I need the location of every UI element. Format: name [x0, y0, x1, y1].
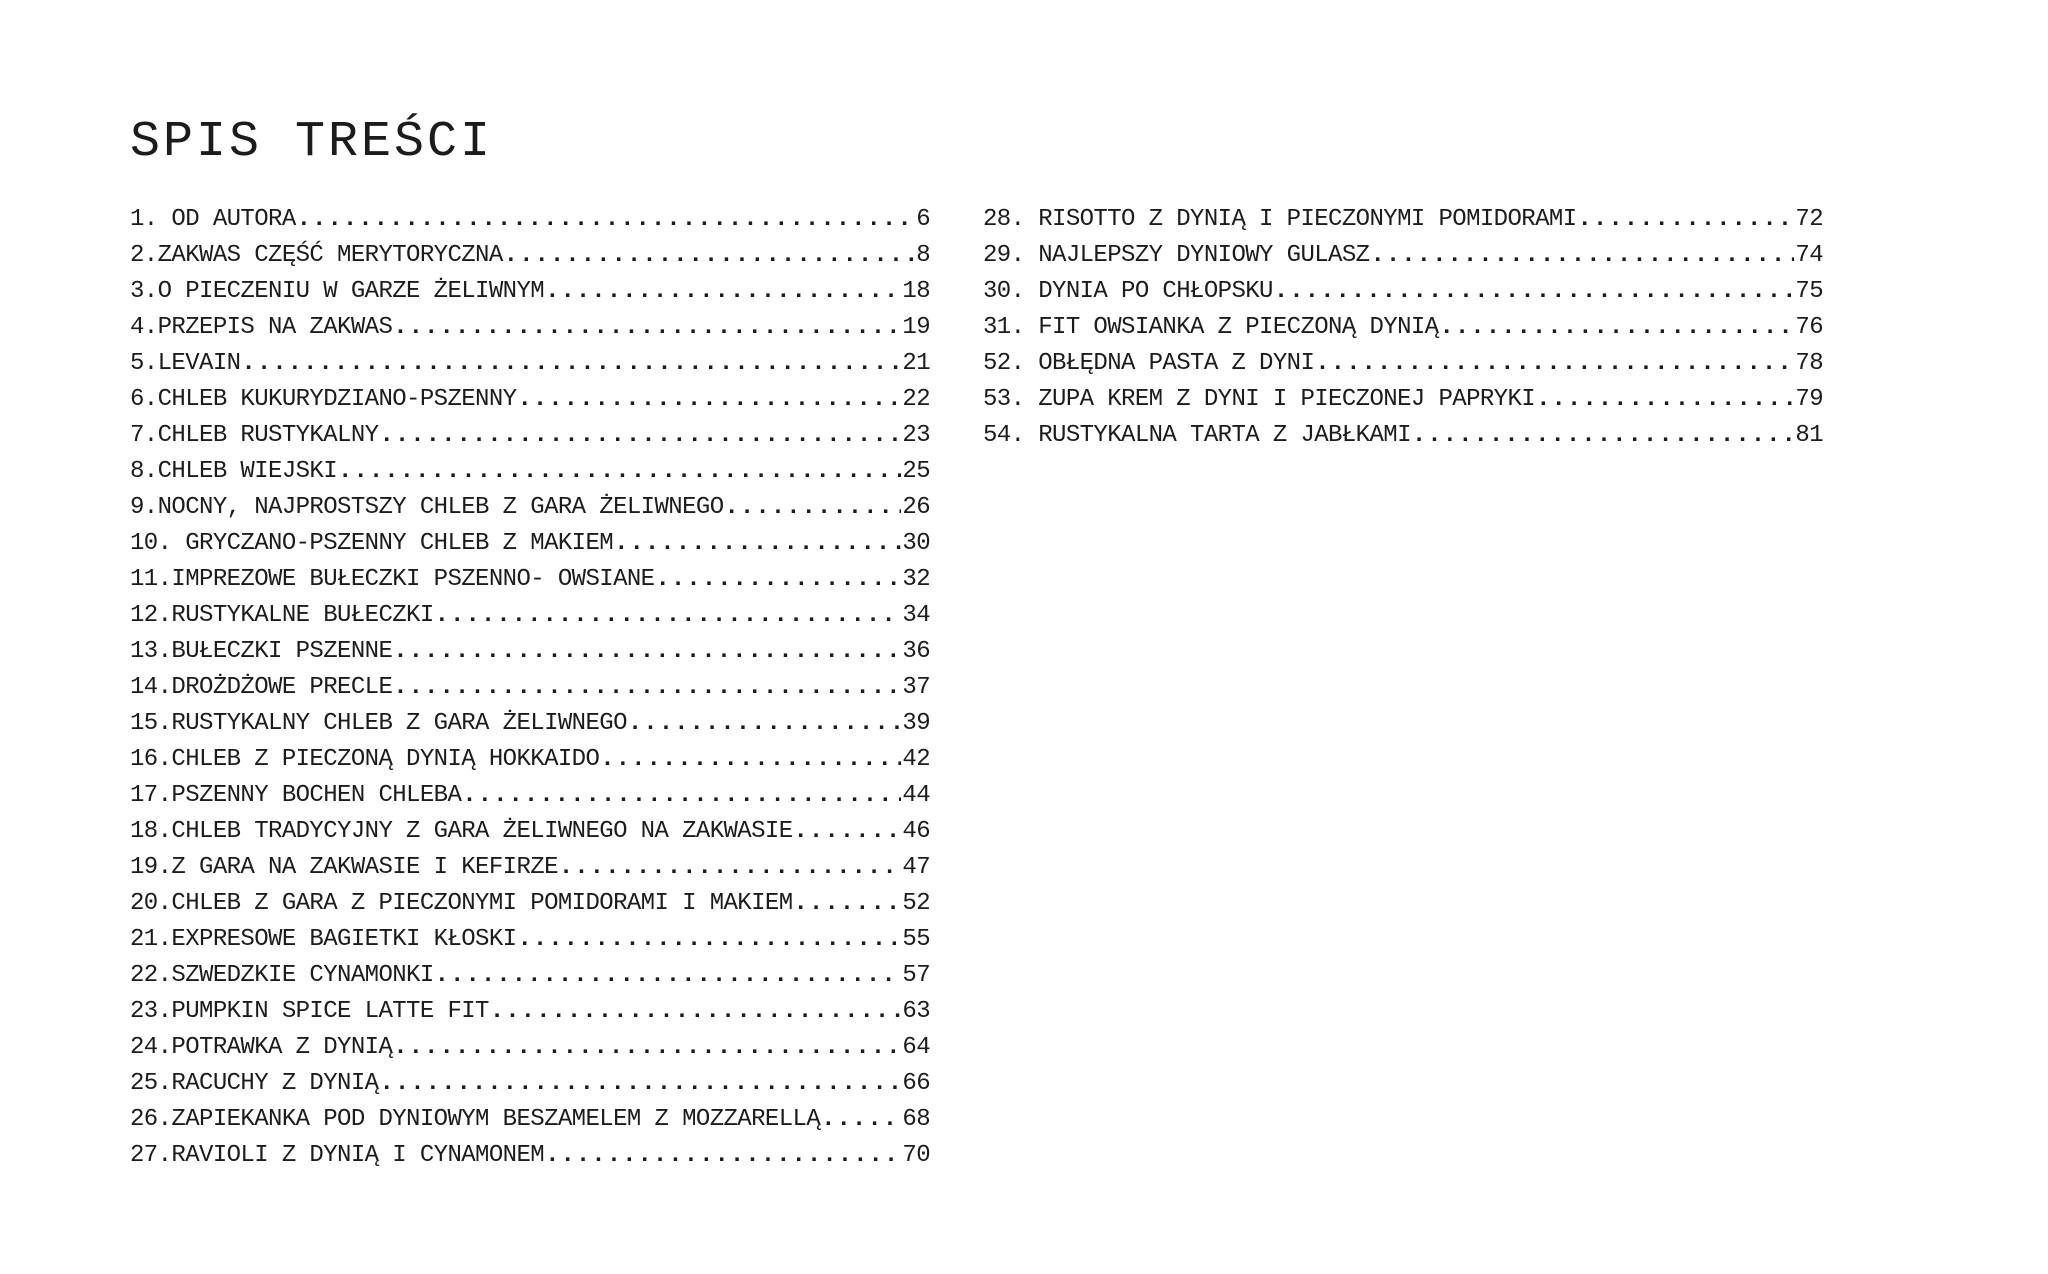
- toc-entry-page-number: 68: [902, 1106, 930, 1133]
- toc-entry: [130, 1138, 930, 1174]
- dot-leader: [393, 310, 901, 346]
- toc-entry-title: 9.NOCNY, NAJPROSTSZY CHLEB Z GARA ŻELIWNEGO: [130, 494, 724, 521]
- toc-entry-page-number: 74: [1795, 242, 1823, 269]
- toc-entry-page-number: 22: [902, 386, 930, 413]
- toc-entry-title: 7.CHLEB RUSTYKALNY: [130, 422, 379, 449]
- toc-entry: [130, 526, 930, 562]
- toc-entry: [130, 382, 930, 418]
- dot-leader: [490, 994, 902, 1030]
- dot-leader: [393, 1030, 901, 1066]
- dot-leader: [614, 526, 901, 562]
- toc-entry-page-number: 42: [902, 746, 930, 773]
- toc-entry: [130, 1102, 930, 1138]
- toc-entry: [130, 814, 930, 850]
- toc-entry-page-number: 64: [902, 1034, 930, 1061]
- toc-entry: [130, 994, 930, 1030]
- dot-leader: [656, 562, 902, 598]
- toc-entry-title: 4.PRZEPIS NA ZAKWAS: [130, 314, 393, 341]
- toc-entry-page-number: 78: [1795, 350, 1823, 377]
- dot-leader: [628, 706, 902, 742]
- toc-entry: [130, 202, 930, 238]
- toc-entry-title: 27.RAVIOLI Z DYNIĄ I CYNAMONEM: [130, 1142, 545, 1169]
- page-title: SPIS TREŚCI: [130, 114, 494, 171]
- toc-entry: [130, 274, 930, 310]
- toc-entry-page-number: 72: [1795, 206, 1823, 233]
- toc-entry-page-number: 37: [902, 674, 930, 701]
- toc-entry-title: 53. ZUPA KREM Z DYNI I PIECZONEJ PAPRYKI: [983, 386, 1536, 413]
- toc-entry: [983, 346, 1823, 382]
- toc-entry-title: 24.POTRAWKA Z DYNIĄ: [130, 1034, 393, 1061]
- toc-entry-page-number: 8: [916, 242, 930, 269]
- toc-entry-title: 21.EXPRESOWE BAGIETKI KŁOSKI: [130, 926, 517, 953]
- dot-leader: [393, 670, 901, 706]
- dot-leader: [545, 1138, 901, 1174]
- toc-entry-title: 16.CHLEB Z PIECZONĄ DYNIĄ HOKKAIDO: [130, 746, 600, 773]
- toc-entry: [130, 562, 930, 598]
- dot-leader: [462, 778, 901, 814]
- dot-leader: [1412, 418, 1795, 454]
- toc-entry: [130, 1066, 930, 1102]
- toc-entry: [130, 778, 930, 814]
- toc-entry-page-number: 18: [902, 278, 930, 305]
- toc-entry-title: 18.CHLEB TRADYCYJNY Z GARA ŻELIWNEGO NA ZAKWASIE: [130, 818, 793, 845]
- dot-leader: [559, 850, 902, 886]
- toc-entry-title: 14.DROŻDŻOWE PRECLE: [130, 674, 393, 701]
- toc-entry-page-number: 26: [902, 494, 930, 521]
- toc-entry-title: 22.SZWEDZKIE CYNAMONKI: [130, 962, 434, 989]
- toc-entry-title: 25.RACUCHY Z DYNIĄ: [130, 1070, 379, 1097]
- toc-entry-page-number: 63: [902, 998, 930, 1025]
- toc-entry-title: 15.RUSTYKALNY CHLEB Z GARA ŻELIWNEGO: [130, 710, 627, 737]
- dot-leader: [794, 886, 902, 922]
- dot-leader: [393, 634, 901, 670]
- toc-entry-page-number: 55: [902, 926, 930, 953]
- toc-entry: [130, 670, 930, 706]
- toc-entry-page-number: 46: [902, 818, 930, 845]
- toc-entry: [983, 382, 1823, 418]
- dot-leader: [821, 1102, 901, 1138]
- toc-entry-page-number: 52: [902, 890, 930, 917]
- toc-entry-title: 31. FIT OWSIANKA Z PIECZONĄ DYNIĄ: [983, 314, 1439, 341]
- toc-entry: [130, 850, 930, 886]
- toc-entry-title: 19.Z GARA NA ZAKWASIE I KEFIRZE: [130, 854, 558, 881]
- toc-entry: [130, 634, 930, 670]
- dot-leader: [435, 598, 902, 634]
- toc-entry-page-number: 75: [1795, 278, 1823, 305]
- toc-entry-page-number: 44: [902, 782, 930, 809]
- toc-entry-title: 13.BUŁECZKI PSZENNE: [130, 638, 393, 665]
- toc-entry-title: 12.RUSTYKALNE BUŁECZKI: [130, 602, 434, 629]
- toc-entry-page-number: 34: [902, 602, 930, 629]
- toc-entry-page-number: 76: [1795, 314, 1823, 341]
- toc-entry-page-number: 25: [902, 458, 930, 485]
- toc-entry: [130, 598, 930, 634]
- dot-leader: [545, 274, 901, 310]
- toc-entry-page-number: 30: [902, 530, 930, 557]
- toc-entry-title: 1. OD AUTORA: [130, 206, 296, 233]
- toc-entry-title: 3.O PIECZENIU W GARZE ŻELIWNYM: [130, 278, 545, 305]
- toc-entry: [983, 202, 1823, 238]
- dot-leader: [1274, 274, 1795, 310]
- toc-entry-page-number: 70: [902, 1142, 930, 1169]
- toc-entry-title: 10. GRYCZANO-PSZENNY CHLEB Z MAKIEM: [130, 530, 614, 557]
- toc-entry-page-number: 57: [902, 962, 930, 989]
- toc-entry: [983, 238, 1823, 274]
- toc-entry-title: 17.PSZENNY BOCHEN CHLEBA: [130, 782, 462, 809]
- toc-entry: [983, 310, 1823, 346]
- toc-entry-title: 23.PUMPKIN SPICE LATTE FIT: [130, 998, 489, 1025]
- toc-entry-title: 6.CHLEB KUKURYDZIANO-PSZENNY: [130, 386, 517, 413]
- toc-entry-title: 20.CHLEB Z GARA Z PIECZONYMI POMIDORAMI I MAKIEM: [130, 890, 793, 917]
- toc-entry-page-number: 32: [902, 566, 930, 593]
- toc-entry-title: 8.CHLEB WIEJSKI: [130, 458, 338, 485]
- toc-entry-page-number: 21: [902, 350, 930, 377]
- dot-leader: [517, 922, 901, 958]
- toc-entry: [130, 490, 930, 526]
- dot-leader: [241, 346, 901, 382]
- dot-leader: [1578, 202, 1795, 238]
- toc-entry-page-number: 36: [902, 638, 930, 665]
- toc-entry-title: 29. NAJLEPSZY DYNIOWY GULASZ: [983, 242, 1370, 269]
- toc-entry-page-number: 47: [902, 854, 930, 881]
- toc-left-column: [130, 202, 930, 1174]
- toc-entry-title: 26.ZAPIEKANKA POD DYNIOWYM BESZAMELEM Z MOZZARELLĄ: [130, 1106, 821, 1133]
- toc-entry: [130, 706, 930, 742]
- toc-entry-page-number: 79: [1795, 386, 1823, 413]
- toc-entry-title: 54. RUSTYKALNA TARTA Z JABŁKAMI: [983, 422, 1411, 449]
- toc-entry-page-number: 6: [916, 206, 930, 233]
- toc-entry: [130, 742, 930, 778]
- toc-entry-page-number: 66: [902, 1070, 930, 1097]
- toc-entry: [130, 346, 930, 382]
- dot-leader: [1536, 382, 1794, 418]
- dot-leader: [435, 958, 902, 994]
- toc-entry: [130, 886, 930, 922]
- toc-entry-title: 30. DYNIA PO CHŁOPSKU: [983, 278, 1273, 305]
- toc-entry: [130, 418, 930, 454]
- toc-entry: [130, 1030, 930, 1066]
- dot-leader: [725, 490, 902, 526]
- dot-leader: [379, 1066, 901, 1102]
- dot-leader: [794, 814, 902, 850]
- toc-entry: [983, 418, 1823, 454]
- dot-leader: [1315, 346, 1794, 382]
- toc-entry: [130, 454, 930, 490]
- toc-entry: [130, 958, 930, 994]
- dot-leader: [517, 382, 901, 418]
- dot-leader: [338, 454, 901, 490]
- toc-entry-page-number: 39: [902, 710, 930, 737]
- dot-leader: [504, 238, 916, 274]
- toc-entry-title: 11.IMPREZOWE BUŁECZKI PSZENNO- OWSIANE: [130, 566, 655, 593]
- toc-entry-page-number: 81: [1795, 422, 1823, 449]
- toc-entry-page-number: 23: [902, 422, 930, 449]
- toc-entry-title: 5.LEVAIN: [130, 350, 241, 377]
- dot-leader: [1370, 238, 1794, 274]
- toc-entry-page-number: 19: [902, 314, 930, 341]
- toc-entry: [130, 922, 930, 958]
- dot-leader: [600, 742, 901, 778]
- toc-right-column: [983, 202, 1823, 454]
- toc-entry: [130, 310, 930, 346]
- toc-entry-title: 2.ZAKWAS CZĘŚĆ MERYTORYCZNA: [130, 242, 503, 269]
- toc-entry: [130, 238, 930, 274]
- dot-leader: [379, 418, 901, 454]
- toc-entry: [983, 274, 1823, 310]
- dot-leader: [297, 202, 916, 238]
- toc-entry-title: 52. OBŁĘDNA PASTA Z DYNI: [983, 350, 1315, 377]
- dot-leader: [1439, 310, 1794, 346]
- toc-entry-title: 28. RISOTTO Z DYNIĄ I PIECZONYMI POMIDORAMI: [983, 206, 1577, 233]
